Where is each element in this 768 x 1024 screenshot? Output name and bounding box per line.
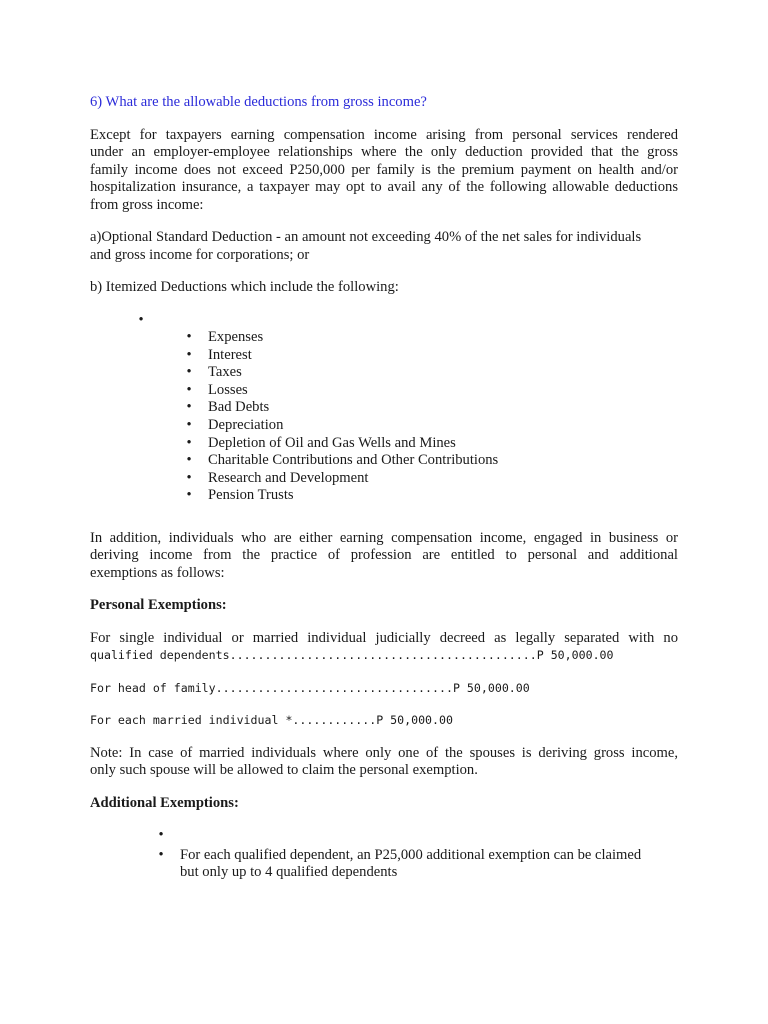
note-paragraph bbox=[90, 745, 678, 780]
bullet-icon: • bbox=[186, 434, 192, 451]
head-of-family-dots: .................................. bbox=[215, 680, 453, 695]
married-line bbox=[90, 712, 678, 730]
single-dots: ............................................ bbox=[229, 648, 537, 663]
item-label: Taxes bbox=[208, 364, 242, 381]
single-line-2 bbox=[90, 647, 678, 665]
option-a-line-2: and gross income for corporations; or bbox=[90, 246, 310, 263]
single-amount: P 50,000.00 bbox=[536, 648, 614, 663]
option-a-paragraph bbox=[90, 229, 678, 264]
option-b-paragraph: b) Itemized Deductions which include the following: bbox=[90, 279, 399, 295]
married-label: For each married individual * bbox=[90, 713, 293, 728]
outer-list bbox=[90, 312, 678, 330]
item-label: Depreciation bbox=[208, 416, 284, 433]
addition-line-1: In addition, individuals who are either earning compensation income, engaged in business or bbox=[90, 529, 678, 546]
bullet-icon: • bbox=[186, 469, 192, 486]
itemized-deductions-list bbox=[90, 312, 678, 505]
head-of-family-label: For head of family bbox=[90, 680, 216, 695]
list-item bbox=[186, 399, 678, 417]
bullet-icon: • bbox=[186, 381, 192, 398]
list-item bbox=[186, 452, 678, 470]
item-label: Bad Debts bbox=[208, 399, 270, 416]
additional-item-text bbox=[180, 847, 666, 882]
head-of-family-line bbox=[90, 680, 678, 698]
single-line-1: For single individual or married individual judicially decreed as legally separated with no bbox=[90, 629, 678, 646]
empty-list-item bbox=[138, 311, 678, 330]
head-of-family-amount: P 50,000.00 bbox=[452, 680, 530, 695]
additional-item-line-2: but only up to 4 qualified dependents bbox=[180, 864, 398, 881]
note-line-2: only such spouse will be allowed to claim the personal exemption. bbox=[90, 762, 478, 779]
addition-paragraph bbox=[90, 530, 678, 583]
bullet-icon: • bbox=[186, 364, 192, 381]
item-label: Charitable Contributions and Other Contributions bbox=[208, 452, 499, 469]
list-item bbox=[186, 364, 678, 382]
list-item bbox=[186, 381, 678, 400]
item-label: Depletion of Oil and Gas Wells and Mines bbox=[208, 434, 456, 451]
intro-line-3: family income does not exceed P250,000 per family is the premium payment on health and/or bbox=[90, 161, 678, 178]
item-label: Losses bbox=[208, 381, 248, 398]
bullet-icon: • bbox=[186, 346, 192, 363]
addition-line-2: deriving income from the practice of profession are entitled to personal and additional bbox=[90, 547, 678, 564]
single-label: qualified dependents bbox=[90, 648, 230, 663]
list-item bbox=[186, 434, 678, 453]
intro-line-2: under an employer-employee relationships where the only deduction provided that the gross bbox=[90, 144, 678, 160]
intro-line-4: hospitalization insurance, a taxpayer may opt to avail any of the following allowable deductions bbox=[90, 179, 678, 195]
bullet-icon: • bbox=[186, 452, 192, 469]
list-item bbox=[186, 469, 678, 488]
list-item bbox=[186, 487, 678, 505]
item-label: Research and Development bbox=[208, 469, 369, 486]
note-line-1: Note: In case of married individuals where only one of the spouses is deriving gross income, bbox=[90, 744, 678, 761]
addition-line-3: exemptions as follows: bbox=[90, 564, 225, 581]
itemized-items bbox=[186, 329, 678, 505]
intro-line-1: Except for taxpayers earning compensation income arising from personal services rendered bbox=[90, 126, 678, 143]
bullet-icon: • bbox=[158, 846, 164, 863]
option-a-line-1: a)Optional Standard Deduction - an amount not exceeding 40% of the net sales for individuals bbox=[90, 229, 642, 245]
list-item bbox=[186, 346, 678, 365]
empty-list-item bbox=[158, 827, 678, 845]
bullet-icon: • bbox=[138, 311, 144, 328]
item-label: Interest bbox=[208, 346, 252, 363]
single-exemption-paragraph bbox=[90, 630, 678, 665]
additional-exemptions-list bbox=[158, 827, 678, 882]
personal-exemptions-heading: Personal Exemptions: bbox=[90, 597, 227, 614]
bullet-icon: • bbox=[158, 827, 164, 844]
list-item bbox=[158, 846, 678, 882]
married-amount: P 50,000.00 bbox=[376, 713, 453, 728]
additional-exemptions-heading: Additional Exemptions: bbox=[90, 794, 239, 811]
bullet-icon: • bbox=[186, 329, 192, 345]
intro-line-5: from gross income: bbox=[90, 196, 204, 213]
bullet-icon: • bbox=[186, 399, 192, 416]
list-item bbox=[186, 416, 678, 435]
bullet-icon: • bbox=[186, 487, 192, 504]
list-item bbox=[186, 329, 678, 347]
document-page bbox=[90, 94, 678, 882]
bullet-icon: • bbox=[186, 416, 192, 433]
married-dots: ............ bbox=[292, 713, 377, 728]
additional-item-line-1: For each qualified dependent, an P25,000 additional exemption can be claimed bbox=[180, 846, 642, 863]
question-heading: 6) What are the allowable deductions from gross income? bbox=[90, 94, 427, 110]
item-label: Expenses bbox=[208, 329, 264, 345]
intro-paragraph bbox=[90, 127, 678, 215]
item-label: Pension Trusts bbox=[208, 487, 294, 504]
